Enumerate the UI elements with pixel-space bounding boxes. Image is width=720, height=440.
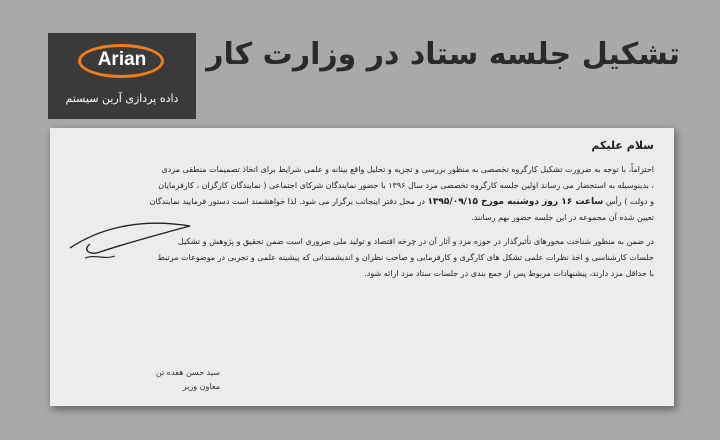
signer-block <box>100 366 220 394</box>
letter-greeting: سلام علیکم <box>591 139 654 152</box>
paragraph-2-line-3: با حداقل مزد دارند، پیشنهادات مربوط پس از جمع بندی در جلسات ستاد مزد ارائه شود. <box>364 269 654 278</box>
signer-name: سید حسن هفده تن <box>155 368 220 377</box>
paragraph-1-line-2: ، بدینوسیله به استحضار می رساند اولین جلسه کارگروه تخصصی مزد سال ۱۳۹۶ با حضور نمایندگان شرکای اجتماعی ( نمایندگان کارگران ، کارفرمایان <box>158 181 654 190</box>
logo-tagline: داده پردازی آرین سیستم <box>65 92 179 105</box>
arian-logo <box>48 33 196 119</box>
signer-title: معاون وزیر <box>182 382 220 391</box>
meeting-datetime: ساعت ۱۶ روز دوشنبه مورخ ۱۳۹۵/۰۹/۱۵ <box>427 197 604 207</box>
paragraph-1-line-4: تعیین شده آن مجموعه در این جلسه حضور بهم رسانند. <box>471 213 654 222</box>
paragraph-1-line-1: احتراماً، با توجه به ضرورت تشکیل کارگروه تخصصی به منظور بررسی و تجزیه و تحلیل واقع بینانه و علمی شرایط برای اتخاذ تصمیمات منطقی مزدی <box>161 165 654 174</box>
paragraph-1-line-3-end: در محل دفتر اینجانب برگزار می شود. لذا خواهشمند است دستور فرمایید نمایندگان <box>149 197 425 206</box>
page-headline: تشکیل جلسه ستاد در وزارت کار <box>206 37 680 72</box>
logo-word: Arian <box>97 49 147 70</box>
handwritten-signature <box>60 208 220 272</box>
paragraph-2-line-1: در ضمن به منظور شناخت محورهای تأثیرگذار در حوزه مزد و آثار آن در چرخه اقتصاد و تولید ملی ضروری است ضمن تحقیق و پژوهش و تشکیل <box>177 237 654 246</box>
paragraph-2-line-2: جلسات کارشناسی و اخذ نظرات علمی تشکل های کارگری و کارفرمایی و صاحب نظران و اندیشمندانی که پیشینه علمی و تجربی در موضوعات مرتبط <box>157 253 654 262</box>
paragraph-1-line-3-start: و دولت ) رأس <box>605 197 654 206</box>
